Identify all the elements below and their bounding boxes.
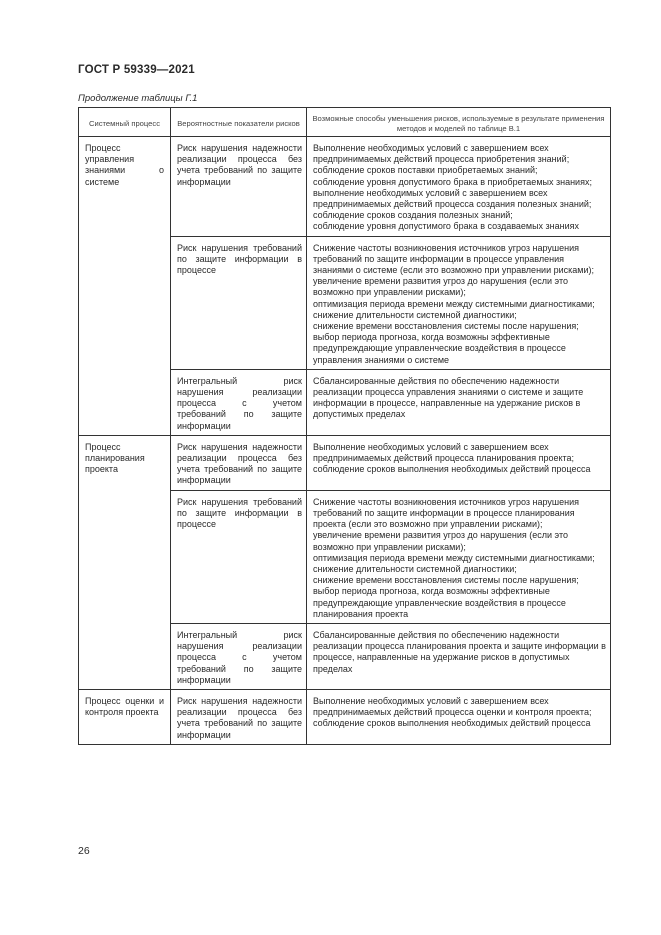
- risk-cell: Риск нарушения надежности реализации процесса без учета требований по защите информации: [171, 137, 307, 237]
- way-item: Снижение частоты возникновения источников угроз нарушения требований по защите информации в процессе управления знаниями о системе (если это возможно при управлении рисками);: [313, 242, 594, 276]
- table-header-row: [79, 108, 611, 137]
- way-item: снижение времени восстановления системы после нарушения;: [313, 575, 579, 586]
- ways-cell: [307, 689, 611, 744]
- risk-cell: Интегральный риск нарушения реализации процесса с учетом требований по защите информации: [171, 623, 307, 689]
- way-item: оптимизация периода времени между системными диагностиками;: [313, 552, 595, 563]
- risk-cell: Риск нарушения надежности реализации процесса без учета требований по защите информации: [171, 689, 307, 744]
- way-item: увеличение времени развития угроз до нарушения (если это возможно при управлении рисками);: [313, 276, 568, 298]
- way-item: Выполнение необходимых условий с завершением всех предпринимаемых действий процесса оценки и контроля проекта;: [313, 695, 592, 718]
- way-item: снижение длительности системной диагностики;: [313, 563, 517, 574]
- page-number: 26: [78, 845, 90, 857]
- way-item: соблюдение сроков создания полезных знаний;: [313, 210, 513, 221]
- way-item: Снижение частоты возникновения источников угроз нарушения требований по защите информации в процессе планирования проекта (если это возможно при управлении рисками);: [313, 496, 579, 530]
- table-caption: Продолжение таблицы Г.1: [78, 93, 198, 104]
- way-item: выполнение необходимых условий с завершением всех предпринимаемых действий процесса создания полезных знаний;: [313, 187, 592, 210]
- header-system-process: Системный процесс: [79, 108, 171, 137]
- way-item: выбор периода прогноза, когда возможны эффективные предупреждающие управленческие воздействия в процессе управления знаниями о системе: [313, 332, 566, 365]
- way-item: соблюдение сроков выполнения необходимых действий процесса: [313, 718, 591, 729]
- way-item: увеличение времени развития угроз до нарушения (если это возможно при управлении рисками);: [313, 530, 568, 552]
- way-item: снижение времени восстановления системы после нарушения;: [313, 321, 579, 332]
- process-cell: Процесс планирования проекта: [79, 435, 171, 689]
- risk-cell: Интегральный риск нарушения реализации процесса с учетом требований по защите информации: [171, 369, 307, 435]
- way-item: Выполнение необходимых условий с завершением всех предпринимаемых действий процесса планирования проекта;: [313, 441, 575, 464]
- table-row: [79, 137, 611, 237]
- way-item: соблюдение сроков поставки приобретаемых знаний;: [313, 165, 538, 176]
- document-standard-header: ГОСТ Р 59339—2021: [78, 64, 195, 76]
- way-item: выбор периода прогноза, когда возможны эффективные предупреждающие управленческие воздействия в процессе планирования проекта: [313, 586, 566, 619]
- ways-cell: [307, 490, 611, 623]
- process-cell: Процесс управления знаниями о системе: [79, 137, 171, 436]
- header-risk-indicators: Вероятностные показатели рисков: [171, 108, 307, 137]
- risk-cell: Риск нарушения надежности реализации процесса без учета требований по защите информации: [171, 435, 307, 490]
- table-row: [79, 435, 611, 490]
- ways-cell: [307, 137, 611, 237]
- ways-cell: [307, 623, 611, 689]
- header-risk-reduction-ways: Возможные способы уменьшения рисков, используемые в результате применения методов и моделей по таблице В.1: [307, 108, 611, 137]
- way-item: соблюдение уровня допустимого брака в создаваемых знаниях: [313, 221, 580, 232]
- risk-cell: Риск нарушения требований по защите информации в процессе: [171, 236, 307, 369]
- way-item: Выполнение необходимых условий с завершением всех предпринимаемых действий процесса приобретения знаний;: [313, 143, 570, 165]
- way-item: снижение длительности системной диагностики;: [313, 309, 517, 320]
- way-item: соблюдение сроков выполнения необходимых действий процесса: [313, 464, 591, 475]
- way-item: соблюдение уровня допустимого брака в приобретаемых знаниях;: [313, 176, 592, 187]
- ways-cell: [307, 369, 611, 435]
- ways-cell: [307, 435, 611, 490]
- way-item: оптимизация периода времени между системными диагностиками;: [313, 298, 595, 309]
- process-cell: Процесс оценки и контроля проекта: [79, 689, 171, 744]
- way-item: Сбалансированные действия по обеспечению надежности реализации процесса планирования проекта и защите информации в процессе, направленные на удержание рисков в допустимых пределах: [313, 629, 606, 674]
- way-item: Сбалансированные действия по обеспечению надежности реализации процесса управления знаниями о системе и защите информации в процессе, направленные на удержание рисков в допустимых пределах: [313, 375, 584, 420]
- table-row: [79, 689, 611, 744]
- risk-cell: Риск нарушения требований по защите информации в процессе: [171, 490, 307, 623]
- ways-cell: [307, 236, 611, 369]
- risk-table: [78, 107, 611, 745]
